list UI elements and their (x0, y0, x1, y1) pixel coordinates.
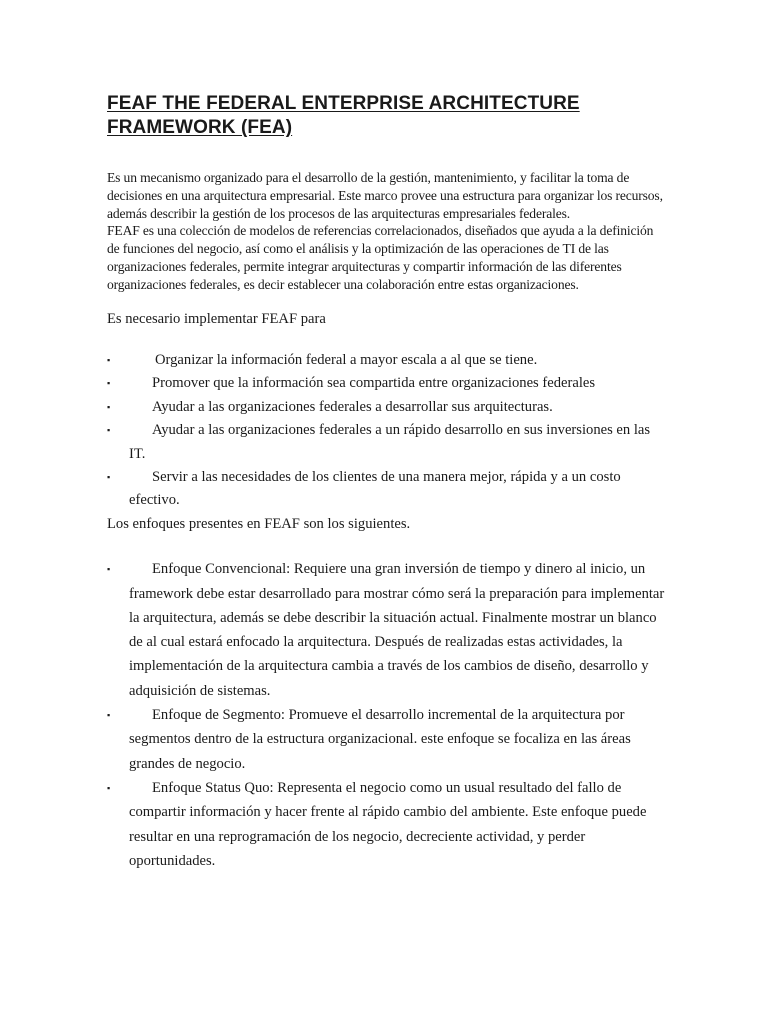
main-body (107, 308, 667, 874)
list-item-text: Ayudar a las organizaciones federales a desarrollar sus arquitecturas. (152, 398, 553, 415)
intro-paragraph-2: FEAF es una colección de modelos de referencias correlacionados, diseñados que ayuda a la definición de funciones del negocio, así como el análisis y la optimización de las operaciones de TI de las organizaciones federales, permite integrar arquitecturas y compartir información de las diferentes organizaciones federales, es decir establecer una colaboración entre estas organizaciones. (107, 223, 654, 292)
intro-section (107, 169, 667, 294)
list-item (107, 557, 667, 703)
list-item (107, 396, 667, 419)
intro-paragraph-1: Es un mecanismo organizado para el desarrollo de la gestión, mantenimiento, y facilitar la toma de decisiones en una arquitectura empresarial. Este marco provee una estructura para organizar los recursos, además describir la gestión de los procesos de las arquitecturas empresariales federales. (107, 170, 663, 221)
list-item (107, 466, 667, 513)
bullet-icon: ▪ (107, 401, 111, 412)
reasons-lead: Es necesario implementar FEAF para (107, 310, 326, 327)
approaches-list (107, 557, 667, 873)
bullet-icon: ▪ (107, 472, 111, 483)
list-item-text: Enfoque Status Quo: Representa el negocio como un usual resultado del fallo de compartir información y hacer frente al rápido cambio del ambiente. Este enfoque puede resultar en una reprogramación de los negocio, decreciente actividad, y perder oportunidades. (129, 779, 647, 869)
list-item-text: Enfoque Convencional: Requiere una gran inversión de tiempo y dinero al inicio, un framework debe estar desarrollado para mostrar cómo será la preparación para implementar la arquitectura, además se debe describir la situación actual. Finalmente mostrar un blanco de al cual estará enfocado la arquitectura. Después de realizadas estas actividades, la implementación de la arquitectura cambia a través de los cambios de diseño, desarrollo y adquisición de sistemas. (129, 561, 665, 699)
reasons-list (107, 349, 667, 513)
list-item-text: Organizar la información federal a mayor escala a al que se tiene. (155, 351, 538, 368)
document-page (107, 92, 667, 873)
list-item-text: Enfoque de Segmento: Promueve el desarrollo incremental de la arquitectura por segmentos dentro de la estructura organizacional. este enfoque se focaliza en las áreas grandes de negocio. (129, 707, 631, 772)
bullet-icon: ▪ (107, 425, 111, 436)
approaches-lead: Los enfoques presentes en FEAF son los siguientes. (107, 515, 411, 532)
list-item (107, 776, 667, 873)
bullet-icon: ▪ (107, 564, 111, 575)
list-item-text: Promover que la información sea compartida entre organizaciones federales (152, 375, 596, 392)
list-item-text: Servir a las necesidades de los clientes de una manera mejor, rápida y a un costo efectivo. (129, 469, 621, 509)
title-line-2: FRAMEWORK (FEA) (107, 117, 293, 138)
title-line-1: FEAF THE FEDERAL ENTERPRISE ARCHITECTURE (107, 93, 580, 114)
bullet-icon: ▪ (107, 710, 111, 721)
bullet-icon: ▪ (107, 782, 111, 793)
list-item-text: Ayudar a las organizaciones federales a un rápido desarrollo en sus inversiones en las IT. (129, 422, 651, 462)
list-item (107, 419, 667, 466)
bullet-icon: ▪ (107, 378, 111, 389)
bullet-icon: ▪ (107, 354, 111, 365)
list-item (107, 703, 667, 776)
list-item (107, 372, 667, 395)
list-item (107, 349, 667, 372)
document-title (107, 92, 667, 140)
